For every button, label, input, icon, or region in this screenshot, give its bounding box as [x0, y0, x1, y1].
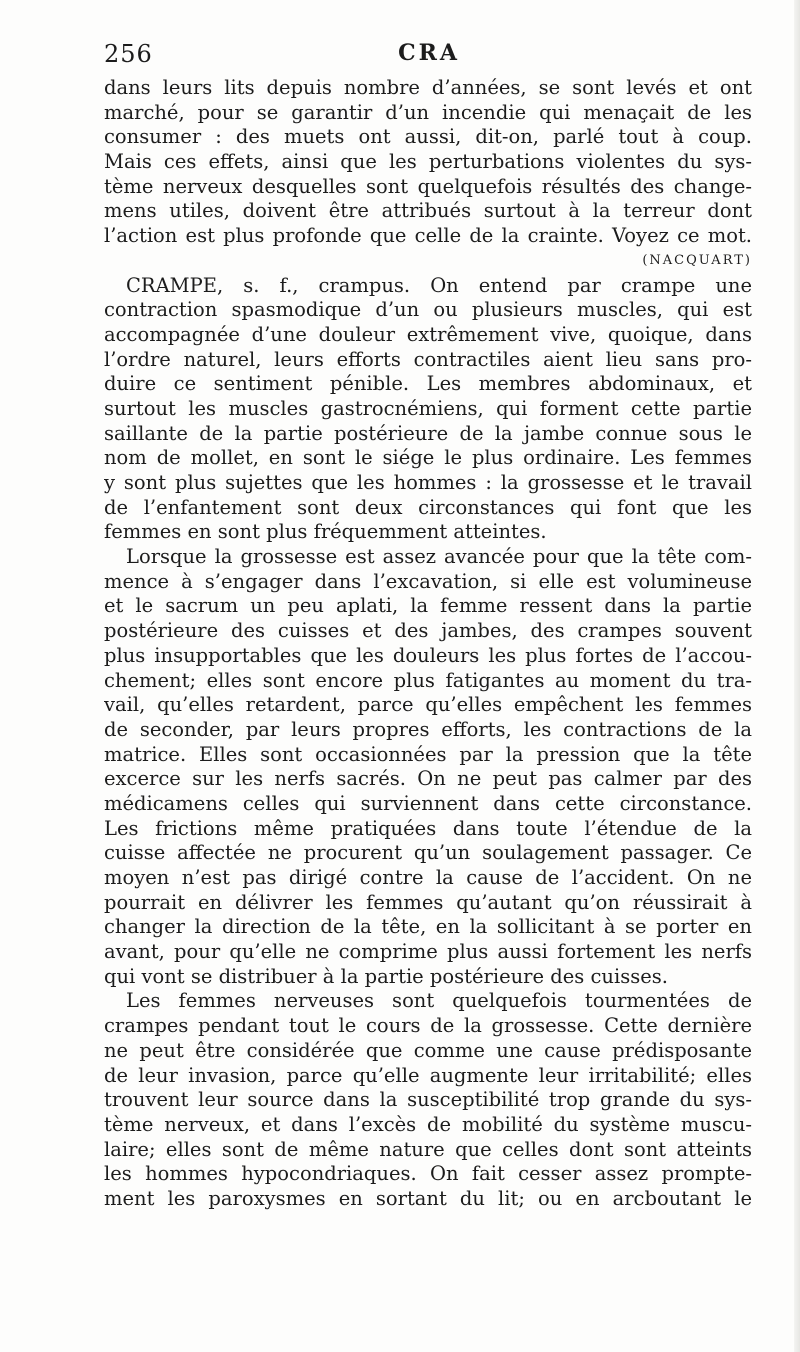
- page-body: [104, 76, 752, 1212]
- text-line: mens utiles, doivent être attribués surtout à la terreur dont: [104, 199, 752, 223]
- text-line: Les femmes nerveuses sont quelquefois tourmentées de: [126, 989, 752, 1013]
- text-line: dans leurs lits depuis nombre d’années, se sont levés et ont: [104, 76, 752, 99]
- text-line: surtout les muscles gastrocnémiens, qui forment cette partie: [104, 396, 752, 420]
- scan-edge: [794, 0, 800, 1352]
- text-line: tème nerveux, et dans l’excès de mobilité du système muscu-: [104, 1112, 752, 1136]
- text-line: Mais ces effets, ainsi que les perturbations violentes du sys-: [104, 150, 752, 174]
- running-head: CRA: [398, 40, 460, 66]
- text-line: moyen n’est pas dirigé contre la cause de l’accident. On ne: [104, 866, 752, 889]
- text-line: nom de mollet, en sont le siége le plus ordinaire. Les femmes: [104, 446, 752, 470]
- text-line: consumer : des muets ont aussi, dit-on, parlé tout à coup.: [104, 125, 752, 149]
- text-line: trouvent leur source dans la susceptibilité trop grande du sys-: [104, 1088, 752, 1112]
- page-header: [104, 40, 752, 72]
- text-line: saillante de la partie postérieure de la jambe connue sous le: [104, 421, 752, 445]
- text-line: postérieure des cuisses et des jambes, des crampes souvent: [104, 619, 752, 643]
- text-line: tème nerveux desquelles sont quelquefois résultés des change-: [104, 174, 752, 198]
- text-line: y sont plus sujettes que les hommes : la grossesse et le travail: [104, 471, 752, 494]
- text-line: femmes en sont plus fréquemment atteintes.: [104, 520, 547, 544]
- text-line: de seconder, par leurs propres efforts, les contractions de la: [104, 717, 752, 741]
- text-line: avant, pour qu’elle ne comprime plus aussi fortement les nerfs: [104, 940, 752, 964]
- text-line: ne peut être considérée que comme une cause prédisposante: [104, 1038, 752, 1062]
- text-line: cuisse affectée ne procurent qu’un soulagement passager. Ce: [104, 841, 752, 865]
- text-line: plus insupportables que les douleurs les plus fortes de l’accou-: [104, 643, 752, 667]
- text-line: de leur invasion, parce qu’elle augmente leur irritabilité; elles: [104, 1063, 752, 1087]
- text-line: qui vont se distribuer à la partie postérieure des cuisses.: [104, 964, 668, 988]
- text-line: pourrait en délivrer les femmes qu’autant qu’on réussirait à: [104, 890, 752, 914]
- text-line: accompagnée d’une douleur extrêmement vive, quoique, dans: [104, 322, 752, 346]
- text-line: mence à s’engager dans l’excavation, si elle est volumineuse: [104, 569, 752, 593]
- text-line: matrice. Elles sont occasionnées par la pression que la tête: [104, 742, 752, 766]
- text-line: vail, qu’elles retardent, parce qu’elles empêchent les femmes: [104, 693, 752, 717]
- text-line: médicamens celles qui surviennent dans cette circonstance.: [104, 791, 752, 815]
- text-line: contraction spasmodique d’un ou plusieurs muscles, qui est: [104, 298, 752, 322]
- text-line: changer la direction de la tête, en la sollicitant à se porter en: [104, 915, 752, 939]
- text-line: de l’enfantement sont deux circonstances qui font que les: [104, 495, 752, 519]
- text-line: et le sacrum un peu aplati, la femme ressent dans la partie: [104, 594, 752, 618]
- text-line: marché, pour se garantir d’un incendie qui menaçait de les: [104, 100, 752, 124]
- text-line: Les frictions même pratiquées dans toute l’étendue de la: [104, 816, 752, 840]
- text-line: laire; elles sont de même nature que celles dont sont atteints: [104, 1137, 752, 1161]
- text-line: l’action est plus profonde que celle de la crainte. Voyez ce mot.: [104, 224, 752, 248]
- entry-heading-line: CRAMPE, s. f., crampus. On entend par crampe une: [126, 273, 752, 297]
- text-line: chement; elles sont encore plus fatigantes au moment du tra-: [104, 668, 752, 692]
- text-line: duire ce sentiment pénible. Les membres abdominaux, et: [104, 372, 752, 396]
- text-line: les hommes hypocondriaques. On fait cesser assez prompte-: [104, 1162, 752, 1186]
- text-line: ment les paroxysmes en sortant du lit; ou en arcboutant le: [104, 1186, 752, 1210]
- author-signature: (NACQUART): [642, 252, 752, 268]
- text-line: l’ordre naturel, leurs efforts contractiles aient lieu sans pro-: [104, 347, 752, 371]
- text-line: Lorsque la grossesse est assez avancée pour que la tête com-: [126, 545, 752, 569]
- text-line: crampes pendant tout le cours de la grossesse. Cette dernière: [104, 1014, 752, 1038]
- text-line: excerce sur les nerfs sacrés. On ne peut pas calmer par des: [104, 767, 752, 791]
- page-number: 256: [104, 40, 153, 68]
